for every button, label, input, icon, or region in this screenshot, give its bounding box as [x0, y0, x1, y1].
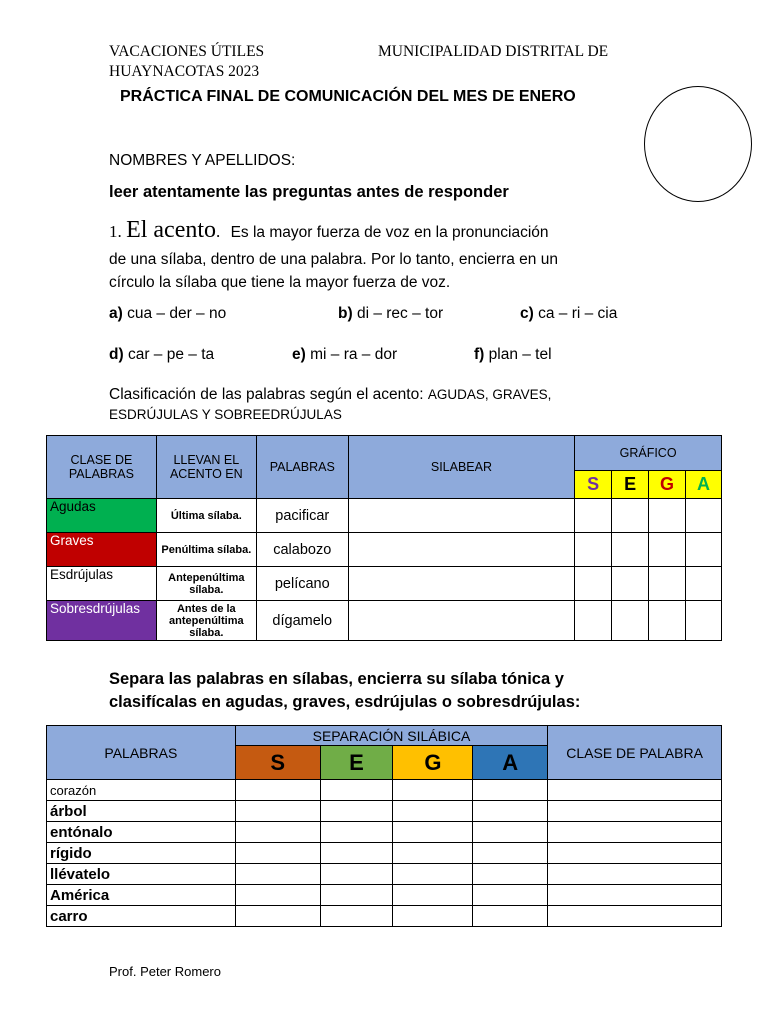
- header-grafico: GRÁFICO: [575, 436, 722, 471]
- question-1: [109, 218, 649, 245]
- option-text: car – pe – ta: [127, 346, 215, 363]
- syllable-cell[interactable]: [393, 780, 473, 801]
- instruction: leer atentamente las preguntas antes de responder: [109, 183, 509, 201]
- syllable-cell[interactable]: [320, 864, 393, 885]
- option-c: [520, 305, 617, 323]
- classification-types: AGUDAS, GRAVES,: [427, 387, 552, 402]
- row-palabra: calabozo: [256, 533, 348, 567]
- row-clase-graves: Graves: [47, 533, 157, 567]
- class-cell[interactable]: [548, 864, 722, 885]
- syllable-cell[interactable]: [393, 864, 473, 885]
- grafico-cell[interactable]: [686, 567, 722, 601]
- class-cell[interactable]: [548, 885, 722, 906]
- grafico-cell[interactable]: [575, 567, 612, 601]
- grafico-cell[interactable]: [612, 533, 649, 567]
- header-separacion: SEPARACIÓN SILÁBICA: [235, 726, 547, 746]
- syllable-cell[interactable]: [393, 906, 473, 927]
- header-line2: HUAYNACOTAS 2023: [109, 63, 260, 80]
- class-cell[interactable]: [548, 780, 722, 801]
- sega-s: S: [235, 746, 320, 780]
- grafico-cell[interactable]: [649, 567, 686, 601]
- question-number: 1.: [109, 222, 122, 241]
- syllable-cell[interactable]: [473, 864, 548, 885]
- grafico-cell[interactable]: [686, 601, 722, 641]
- syllable-cell[interactable]: [235, 906, 320, 927]
- table-row: [47, 780, 722, 801]
- syllable-cell[interactable]: [473, 780, 548, 801]
- sega-s: S: [575, 471, 612, 499]
- header-palabras: PALABRAS: [47, 726, 236, 780]
- option-letter: b): [338, 305, 353, 322]
- question-heading-dot: .: [216, 222, 221, 241]
- question-text-3: círculo la sílaba que tiene la mayor fuerza de voz.: [109, 274, 451, 291]
- option-text: ca – ri – cia: [538, 305, 618, 322]
- table-row: [47, 822, 722, 843]
- sega-e: E: [320, 746, 393, 780]
- word-cell: entónalo: [47, 822, 236, 843]
- syllable-cell[interactable]: [473, 822, 548, 843]
- option-a: [109, 305, 226, 323]
- row-palabra: pelícano: [256, 567, 348, 601]
- table-row: [47, 906, 722, 927]
- row-palabra: dígamelo: [256, 601, 348, 641]
- option-e: [292, 346, 397, 364]
- sega-g: G: [393, 746, 473, 780]
- class-cell[interactable]: [548, 822, 722, 843]
- row-clase-agudas: Agudas: [47, 499, 157, 533]
- syllable-cell[interactable]: [393, 822, 473, 843]
- row-acento: Antepenúltima sílaba.: [156, 567, 256, 601]
- photo-circle: [644, 86, 752, 202]
- syllable-table: [46, 725, 722, 927]
- syllable-cell[interactable]: [320, 843, 393, 864]
- header-palabras: PALABRAS: [256, 436, 348, 499]
- name-label: NOMBRES Y APELLIDOS:: [109, 152, 296, 169]
- grafico-cell[interactable]: [612, 567, 649, 601]
- syllable-cell[interactable]: [235, 843, 320, 864]
- header-llevan: LLEVAN EL ACENTO EN: [156, 436, 256, 499]
- syllable-cell[interactable]: [473, 885, 548, 906]
- row-acento: Antes de la antepenúltima sílaba.: [156, 601, 256, 641]
- syllable-cell[interactable]: [473, 801, 548, 822]
- header-silabear: SILABEAR: [348, 436, 574, 499]
- class-cell[interactable]: [548, 906, 722, 927]
- class-cell[interactable]: [548, 801, 722, 822]
- footer-author: Prof. Peter Romero: [109, 964, 221, 979]
- sega-g: G: [649, 471, 686, 499]
- grafico-cell[interactable]: [575, 601, 612, 641]
- grafico-cell[interactable]: [575, 499, 612, 533]
- row-clase-esdrujulas: Esdrújulas: [47, 567, 157, 601]
- row-acento: Última sílaba.: [156, 499, 256, 533]
- syllable-cell[interactable]: [320, 885, 393, 906]
- option-text: cua – der – no: [127, 305, 227, 322]
- silabear-cell[interactable]: [348, 567, 574, 601]
- table-row: [47, 801, 722, 822]
- option-letter: f): [474, 346, 485, 363]
- word-cell: rígido: [47, 843, 236, 864]
- table-row: [47, 499, 722, 533]
- row-palabra: pacificar: [256, 499, 348, 533]
- option-text: di – rec – tor: [356, 305, 444, 322]
- table-row: [47, 843, 722, 864]
- row-acento: Penúltima sílaba.: [156, 533, 256, 567]
- silabear-cell[interactable]: [348, 601, 574, 641]
- grafico-cell[interactable]: [575, 533, 612, 567]
- syllable-cell[interactable]: [320, 906, 393, 927]
- classification-line-2: ESDRÚJULAS Y SOBREEDRÚJULAS: [109, 407, 342, 422]
- syllable-cell[interactable]: [235, 864, 320, 885]
- syllable-cell[interactable]: [320, 822, 393, 843]
- table-row: [47, 864, 722, 885]
- option-text: mi – ra – dor: [310, 346, 398, 363]
- syllable-cell[interactable]: [235, 822, 320, 843]
- silabear-cell[interactable]: [348, 533, 574, 567]
- word-cell: llévatelo: [47, 864, 236, 885]
- instruction-2-line-1: Separa las palabras en sílabas, encierra su sílaba tónica y: [109, 670, 564, 688]
- syllable-cell[interactable]: [235, 780, 320, 801]
- option-f: [474, 346, 552, 364]
- grafico-cell[interactable]: [649, 601, 686, 641]
- syllable-cell[interactable]: [473, 843, 548, 864]
- grafico-cell[interactable]: [686, 533, 722, 567]
- syllable-cell[interactable]: [393, 843, 473, 864]
- table-row: [47, 601, 722, 641]
- grafico-cell[interactable]: [612, 499, 649, 533]
- syllable-cell[interactable]: [393, 801, 473, 822]
- option-d: [109, 346, 214, 364]
- word-cell: carro: [47, 906, 236, 927]
- header-left: VACACIONES ÚTILES: [109, 43, 265, 60]
- syllable-cell[interactable]: [235, 885, 320, 906]
- sega-a: A: [686, 471, 722, 499]
- class-cell[interactable]: [548, 843, 722, 864]
- word-cell: árbol: [47, 801, 236, 822]
- option-letter: d): [109, 346, 124, 363]
- instruction-2-line-2: clasifícalas en agudas, graves, esdrújulas o sobresdrújulas:: [109, 693, 581, 711]
- header-clase: CLASE DE PALABRAS: [47, 436, 157, 499]
- word-cell: corazón: [47, 780, 236, 801]
- syllable-cell[interactable]: [393, 885, 473, 906]
- syllable-cell[interactable]: [473, 906, 548, 927]
- question-text-1: Es la mayor fuerza de voz en la pronunciación: [230, 224, 549, 241]
- table-row: [47, 533, 722, 567]
- grafico-cell[interactable]: [612, 601, 649, 641]
- sega-a: A: [473, 746, 548, 780]
- syllable-cell[interactable]: [320, 780, 393, 801]
- sega-e: E: [612, 471, 649, 499]
- option-text: plan – tel: [488, 346, 552, 363]
- classification-intro: Clasificación de las palabras según el acento:: [109, 386, 424, 403]
- option-letter: a): [109, 305, 123, 322]
- question-text-2: de una sílaba, dentro de una palabra. Por lo tanto, encierra en un: [109, 251, 558, 268]
- silabear-cell[interactable]: [348, 499, 574, 533]
- grafico-cell[interactable]: [686, 499, 722, 533]
- table-row: [47, 885, 722, 906]
- option-letter: e): [292, 346, 306, 363]
- question-heading: El acento: [126, 217, 217, 243]
- classification-line-1: [109, 386, 551, 404]
- syllable-cell[interactable]: [320, 801, 393, 822]
- grafico-cell[interactable]: [649, 533, 686, 567]
- table-row: [47, 567, 722, 601]
- row-clase-sobresdrujulas: Sobresdrújulas: [47, 601, 157, 641]
- word-cell: América: [47, 885, 236, 906]
- page-title: PRÁCTICA FINAL DE COMUNICACIÓN DEL MES DE ENERO: [120, 88, 576, 105]
- option-letter: c): [520, 305, 534, 322]
- grafico-cell[interactable]: [649, 499, 686, 533]
- syllable-cell[interactable]: [235, 801, 320, 822]
- option-b: [338, 305, 443, 323]
- header-clase-palabra: CLASE DE PALABRA: [548, 726, 722, 780]
- header-right: MUNICIPALIDAD DISTRITAL DE: [378, 43, 609, 60]
- accent-table: [46, 435, 722, 641]
